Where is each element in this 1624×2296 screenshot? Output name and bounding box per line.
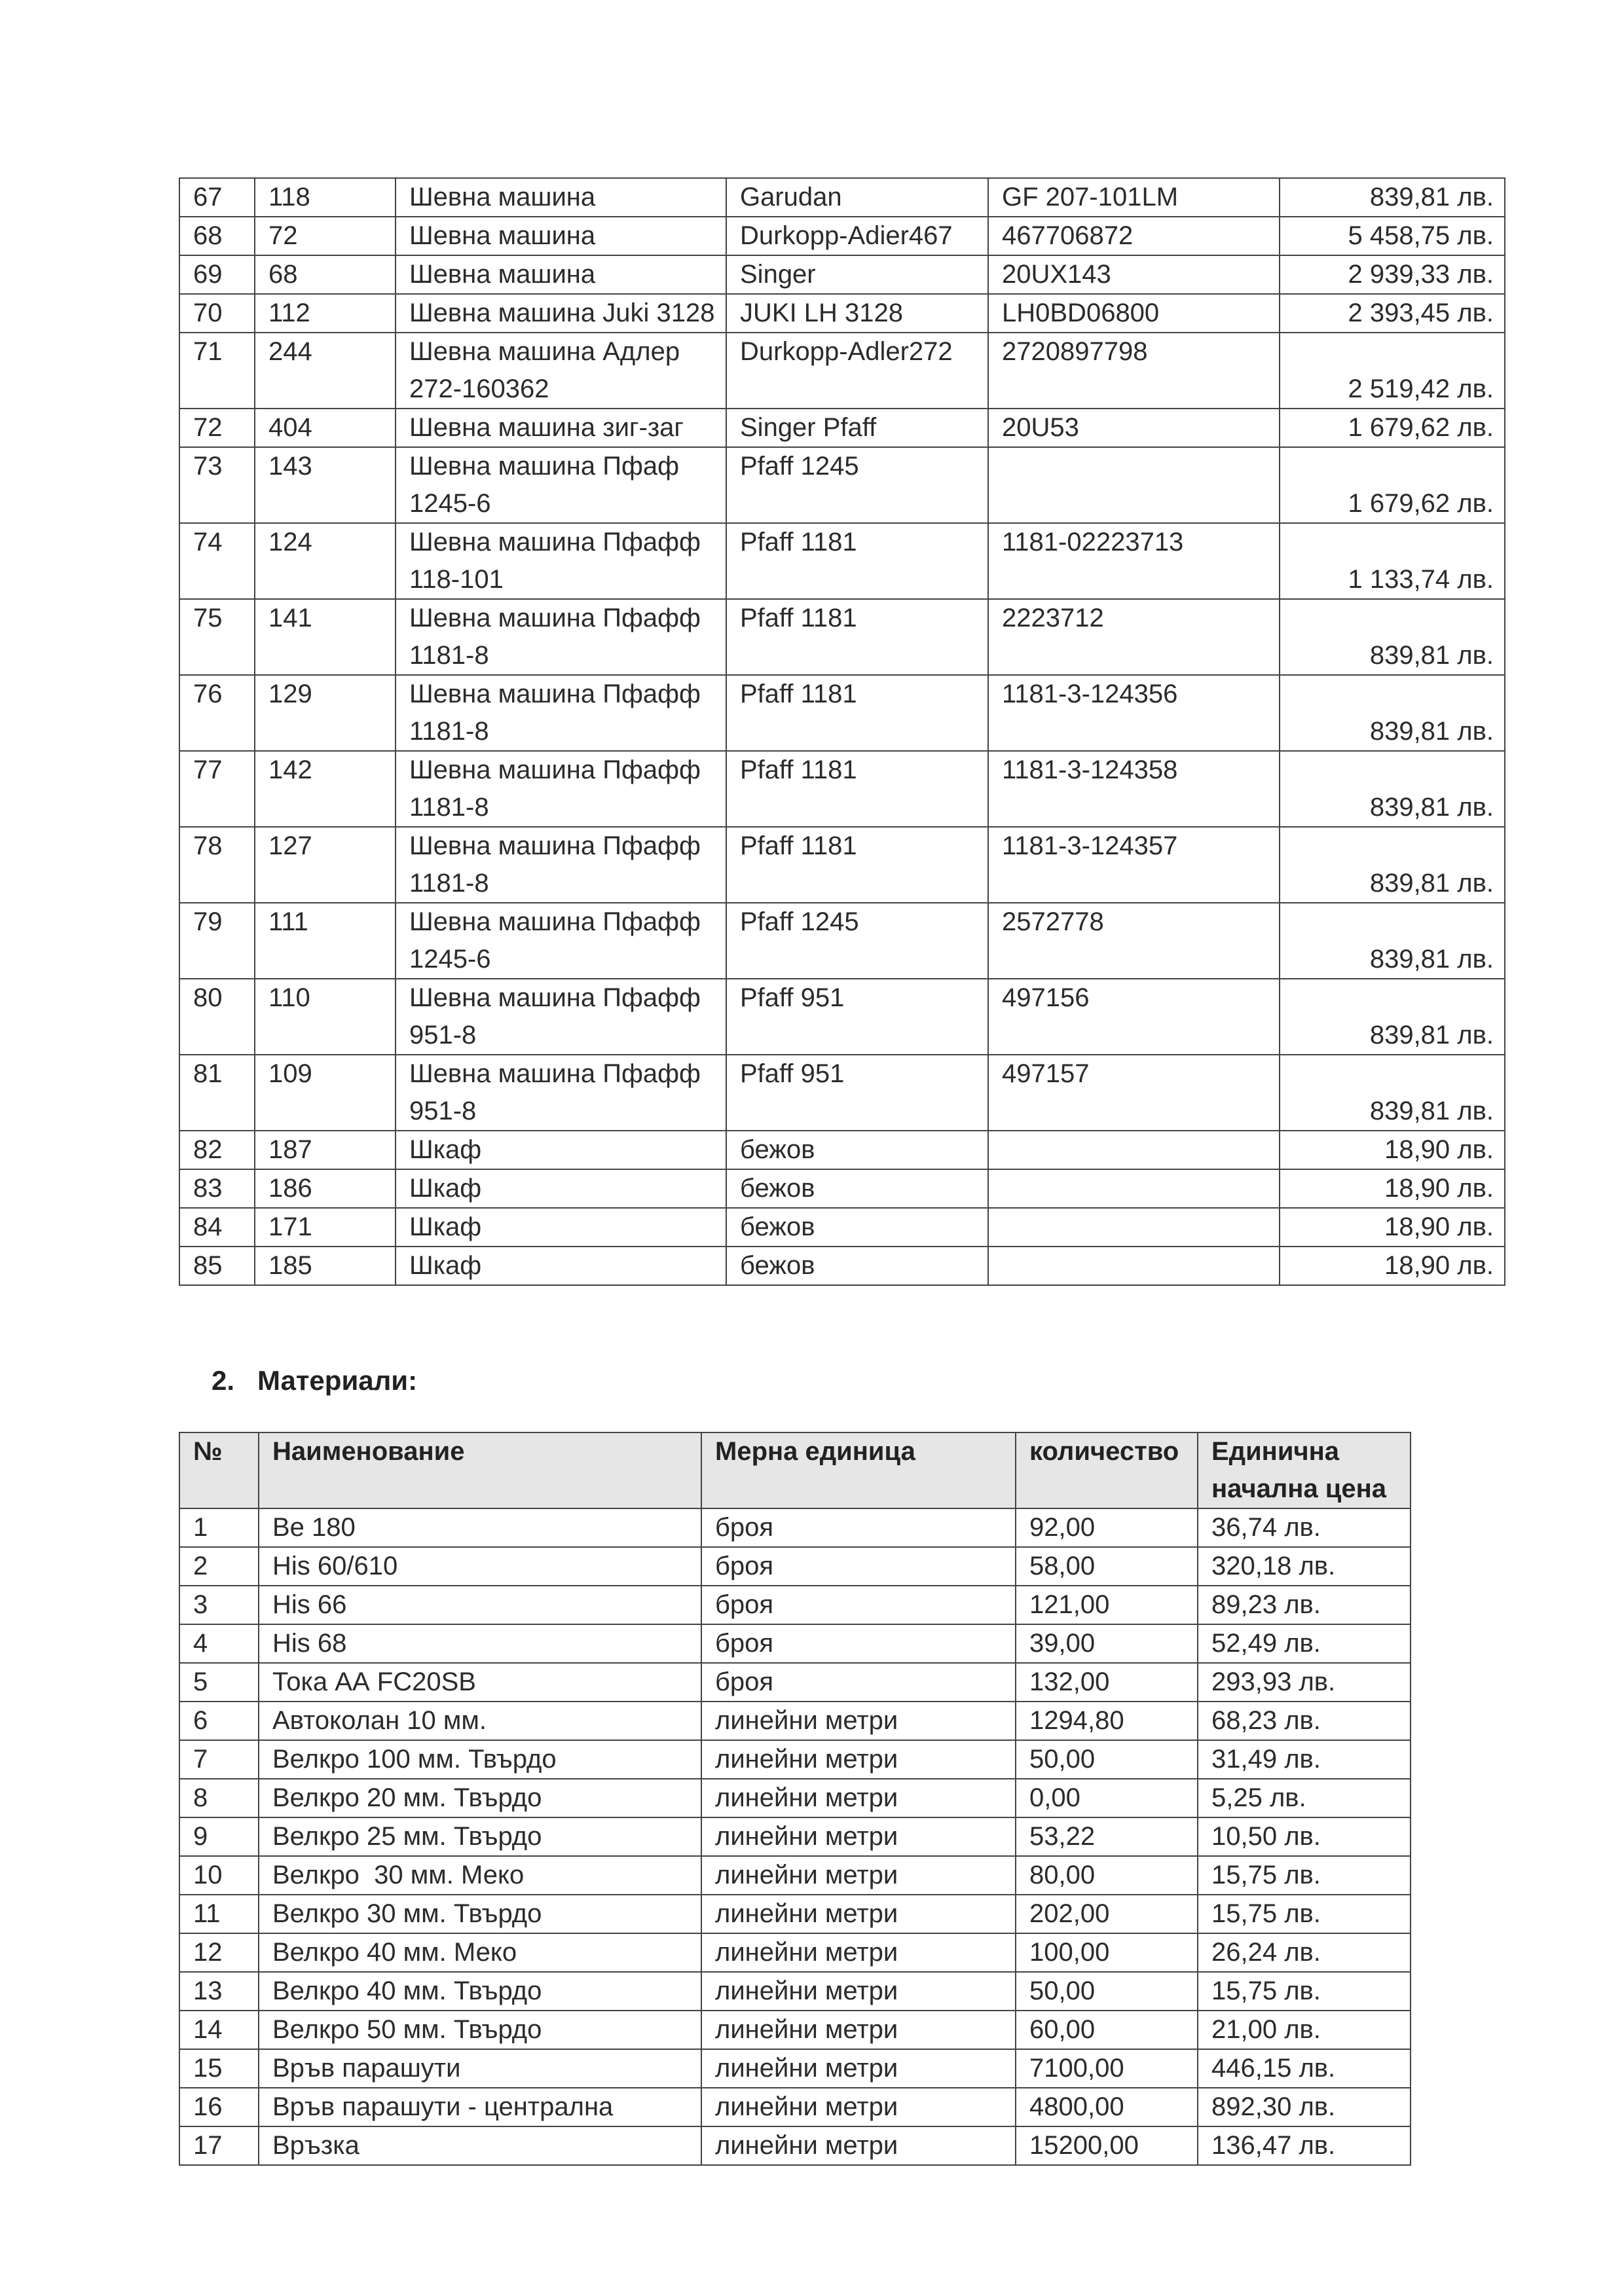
- item-price: 1 133,74 лв.: [1280, 523, 1505, 599]
- table-row: [179, 1779, 1411, 1817]
- material-name: Велкро 30 мм. Твърдо: [259, 1895, 701, 1933]
- item-price: 1 679,62 лв.: [1280, 447, 1505, 523]
- material-unit: линейни метри: [701, 2088, 1016, 2126]
- material-name: His 68: [259, 1624, 701, 1663]
- row-number: 84: [179, 1208, 255, 1247]
- item-serial: [988, 1208, 1280, 1247]
- column-header-quantity: количество: [1016, 1432, 1198, 1508]
- row-number: 7: [179, 1740, 259, 1779]
- item-price: 839,81 лв.: [1280, 751, 1505, 827]
- table-row: [179, 1972, 1411, 2011]
- item-name: Шевна машина Адлер 272-160362: [396, 333, 726, 409]
- item-brand: бежов: [726, 1247, 988, 1285]
- row-number: 15: [179, 2049, 259, 2088]
- inventory-number: 187: [255, 1131, 396, 1169]
- item-price: 839,81 лв.: [1280, 599, 1505, 675]
- item-serial: 20U53: [988, 409, 1280, 447]
- item-name: Шевна машина: [396, 217, 726, 255]
- material-unit-price: 89,23 лв.: [1198, 1586, 1411, 1624]
- item-price: 1 679,62 лв.: [1280, 409, 1505, 447]
- table-row: [179, 1624, 1411, 1663]
- item-serial: [988, 1247, 1280, 1285]
- item-serial: LH0BD06800: [988, 294, 1280, 333]
- material-unit: линейни метри: [701, 1856, 1016, 1895]
- material-quantity: 132,00: [1016, 1663, 1198, 1702]
- table-row: [179, 1508, 1411, 1547]
- row-number: 83: [179, 1169, 255, 1208]
- inventory-number: 171: [255, 1208, 396, 1247]
- item-name: Шкаф: [396, 1169, 726, 1208]
- material-unit: линейни метри: [701, 1933, 1016, 1972]
- material-quantity: 92,00: [1016, 1508, 1198, 1547]
- item-price: 2 939,33 лв.: [1280, 255, 1505, 294]
- row-number: 73: [179, 447, 255, 523]
- material-unit: броя: [701, 1663, 1016, 1702]
- table-row: [179, 2088, 1411, 2126]
- row-number: 8: [179, 1779, 259, 1817]
- item-name: Шевна машина: [396, 255, 726, 294]
- material-quantity: 4800,00: [1016, 2088, 1198, 2126]
- material-unit-price: 15,75 лв.: [1198, 1972, 1411, 2011]
- item-price: 839,81 лв.: [1280, 178, 1505, 217]
- material-unit-price: 892,30 лв.: [1198, 2088, 1411, 2126]
- row-number: 71: [179, 333, 255, 409]
- material-unit-price: 293,93 лв.: [1198, 1663, 1411, 1702]
- table-row: [179, 217, 1505, 255]
- row-number: 6: [179, 1702, 259, 1740]
- table-row: [179, 1208, 1505, 1247]
- item-brand: Pfaff 1245: [726, 903, 988, 979]
- table-row: [179, 751, 1505, 827]
- row-number: 13: [179, 1972, 259, 2011]
- table-row: [179, 523, 1505, 599]
- item-price: 2 519,42 лв.: [1280, 333, 1505, 409]
- material-unit-price: 5,25 лв.: [1198, 1779, 1411, 1817]
- table-row: [179, 903, 1505, 979]
- item-price: 5 458,75 лв.: [1280, 217, 1505, 255]
- inventory-number: 143: [255, 447, 396, 523]
- inventory-number: 118: [255, 178, 396, 217]
- table-row: [179, 827, 1505, 903]
- item-name: Шевна машина Пфафф 1181-8: [396, 827, 726, 903]
- row-number: 70: [179, 294, 255, 333]
- item-brand: бежов: [726, 1131, 988, 1169]
- item-price: 18,90 лв.: [1280, 1169, 1505, 1208]
- material-unit: линейни метри: [701, 1779, 1016, 1817]
- item-brand: бежов: [726, 1208, 988, 1247]
- material-unit: броя: [701, 1624, 1016, 1663]
- table-row: [179, 409, 1505, 447]
- material-name: Велкро 20 мм. Твърдо: [259, 1779, 701, 1817]
- material-name: Велкро 50 мм. Твърдо: [259, 2011, 701, 2049]
- material-unit-price: 31,49 лв.: [1198, 1740, 1411, 1779]
- item-brand: Pfaff 1245: [726, 447, 988, 523]
- material-unit-price: 10,50 лв.: [1198, 1817, 1411, 1856]
- item-serial: 497157: [988, 1055, 1280, 1131]
- material-unit: броя: [701, 1547, 1016, 1586]
- inventory-number: 112: [255, 294, 396, 333]
- item-serial: 1181-02223713: [988, 523, 1280, 599]
- item-serial: 1181-3-124358: [988, 751, 1280, 827]
- table-row: [179, 447, 1505, 523]
- item-brand: Pfaff 951: [726, 979, 988, 1055]
- assets-table: [179, 177, 1505, 1286]
- item-serial: 497156: [988, 979, 1280, 1055]
- material-unit-price: 15,75 лв.: [1198, 1856, 1411, 1895]
- row-number: 75: [179, 599, 255, 675]
- item-serial: 20UX143: [988, 255, 1280, 294]
- item-name: Шевна машина Пфафф 1181-8: [396, 675, 726, 751]
- material-unit: линейни метри: [701, 1895, 1016, 1933]
- item-serial: 467706872: [988, 217, 1280, 255]
- material-quantity: 0,00: [1016, 1779, 1198, 1817]
- row-number: 85: [179, 1247, 255, 1285]
- material-name: Велкро 100 мм. Твърдо: [259, 1740, 701, 1779]
- item-serial: 2720897798: [988, 333, 1280, 409]
- row-number: 1: [179, 1508, 259, 1547]
- item-brand: Garudan: [726, 178, 988, 217]
- table-row: [179, 294, 1505, 333]
- item-serial: [988, 1131, 1280, 1169]
- item-serial: 1181-3-124357: [988, 827, 1280, 903]
- row-number: 12: [179, 1933, 259, 1972]
- material-unit: броя: [701, 1508, 1016, 1547]
- item-name: Шевна машина Пфаф 1245-6: [396, 447, 726, 523]
- material-name: Велкро 40 мм. Меко: [259, 1933, 701, 1972]
- material-name: Връв парашути - централна: [259, 2088, 701, 2126]
- row-number: 5: [179, 1663, 259, 1702]
- material-quantity: 121,00: [1016, 1586, 1198, 1624]
- item-serial: [988, 447, 1280, 523]
- table-row: [179, 2049, 1411, 2088]
- item-price: 18,90 лв.: [1280, 1247, 1505, 1285]
- row-number: 2: [179, 1547, 259, 1586]
- column-header-unit-price: Единична начална цена: [1198, 1432, 1411, 1508]
- material-name: Be 180: [259, 1508, 701, 1547]
- row-number: 76: [179, 675, 255, 751]
- material-unit-price: 52,49 лв.: [1198, 1624, 1411, 1663]
- table-row: [179, 1817, 1411, 1856]
- table-row: [179, 1547, 1411, 1586]
- item-name: Шевна машина Пфафф 118-101: [396, 523, 726, 599]
- material-unit-price: 68,23 лв.: [1198, 1702, 1411, 1740]
- item-price: 18,90 лв.: [1280, 1131, 1505, 1169]
- material-name: Връв парашути: [259, 2049, 701, 2088]
- table-row: [179, 1055, 1505, 1131]
- item-brand: JUKI LH 3128: [726, 294, 988, 333]
- table-row: [179, 1663, 1411, 1702]
- item-name: Шевна машина Пфафф 1181-8: [396, 751, 726, 827]
- item-name: Шевна машина зиг-заг: [396, 409, 726, 447]
- inventory-number: 109: [255, 1055, 396, 1131]
- inventory-number: 186: [255, 1169, 396, 1208]
- table-row: [179, 1131, 1505, 1169]
- item-name: Шевна машина Пфафф 951-8: [396, 1055, 726, 1131]
- inventory-number: 72: [255, 217, 396, 255]
- item-price: 839,81 лв.: [1280, 827, 1505, 903]
- inventory-number: 185: [255, 1247, 396, 1285]
- material-quantity: 100,00: [1016, 1933, 1198, 1972]
- column-header-name: Наименование: [259, 1432, 701, 1508]
- table-row: [179, 1740, 1411, 1779]
- row-number: 81: [179, 1055, 255, 1131]
- item-brand: Pfaff 1181: [726, 599, 988, 675]
- item-brand: Pfaff 951: [726, 1055, 988, 1131]
- table-row: [179, 2011, 1411, 2049]
- row-number: 67: [179, 178, 255, 217]
- inventory-number: 110: [255, 979, 396, 1055]
- material-quantity: 202,00: [1016, 1895, 1198, 1933]
- material-unit: линейни метри: [701, 2126, 1016, 2165]
- material-unit-price: 136,47 лв.: [1198, 2126, 1411, 2165]
- item-price: 2 393,45 лв.: [1280, 294, 1505, 333]
- table-row: [179, 178, 1505, 217]
- material-quantity: 58,00: [1016, 1547, 1198, 1586]
- table-row: [179, 1247, 1505, 1285]
- item-brand: Durkopp-Adier467: [726, 217, 988, 255]
- item-brand: Durkopp-Adler272: [726, 333, 988, 409]
- item-brand: Singer Pfaff: [726, 409, 988, 447]
- item-brand: Pfaff 1181: [726, 675, 988, 751]
- material-unit-price: 21,00 лв.: [1198, 2011, 1411, 2049]
- material-unit: линейни метри: [701, 1817, 1016, 1856]
- table-row: [179, 1169, 1505, 1208]
- item-brand: Singer: [726, 255, 988, 294]
- inventory-number: 141: [255, 599, 396, 675]
- material-quantity: 60,00: [1016, 2011, 1198, 2049]
- row-number: 77: [179, 751, 255, 827]
- table-row: [179, 1856, 1411, 1895]
- material-name: His 66: [259, 1586, 701, 1624]
- section-number: 2.: [212, 1365, 235, 1396]
- material-name: Автоколан 10 мм.: [259, 1702, 701, 1740]
- row-number: 11: [179, 1895, 259, 1933]
- item-name: Шевна машина: [396, 178, 726, 217]
- inventory-number: 244: [255, 333, 396, 409]
- table-header-row: [179, 1432, 1411, 1508]
- row-number: 14: [179, 2011, 259, 2049]
- item-name: Шевна машина Пфафф 1181-8: [396, 599, 726, 675]
- row-number: 17: [179, 2126, 259, 2165]
- item-price: 839,81 лв.: [1280, 903, 1505, 979]
- table-row: [179, 2126, 1411, 2165]
- item-price: 18,90 лв.: [1280, 1208, 1505, 1247]
- item-price: 839,81 лв.: [1280, 979, 1505, 1055]
- item-name: Шевна машина Пфафф 1245-6: [396, 903, 726, 979]
- material-unit: линейни метри: [701, 2011, 1016, 2049]
- material-unit: линейни метри: [701, 1740, 1016, 1779]
- material-name: Велкро 25 мм. Твърдо: [259, 1817, 701, 1856]
- row-number: 3: [179, 1586, 259, 1624]
- item-name: Шевна машина Juki 3128: [396, 294, 726, 333]
- table-row: [179, 979, 1505, 1055]
- row-number: 79: [179, 903, 255, 979]
- material-unit-price: 15,75 лв.: [1198, 1895, 1411, 1933]
- assets-table-body: [179, 178, 1505, 1285]
- material-unit: линейни метри: [701, 2049, 1016, 2088]
- material-quantity: 53,22: [1016, 1817, 1198, 1856]
- material-unit: броя: [701, 1586, 1016, 1624]
- row-number: 69: [179, 255, 255, 294]
- item-serial: [988, 1169, 1280, 1208]
- item-serial: 2223712: [988, 599, 1280, 675]
- material-unit-price: 36,74 лв.: [1198, 1508, 1411, 1547]
- table-row: [179, 1895, 1411, 1933]
- row-number: 74: [179, 523, 255, 599]
- table-row: [179, 255, 1505, 294]
- material-unit-price: 320,18 лв.: [1198, 1547, 1411, 1586]
- item-brand: Pfaff 1181: [726, 827, 988, 903]
- material-quantity: 7100,00: [1016, 2049, 1198, 2088]
- table-row: [179, 599, 1505, 675]
- column-header-number: №: [179, 1432, 259, 1508]
- row-number: 78: [179, 827, 255, 903]
- inventory-number: 129: [255, 675, 396, 751]
- inventory-number: 68: [255, 255, 396, 294]
- material-name: His 60/610: [259, 1547, 701, 1586]
- material-unit-price: 26,24 лв.: [1198, 1933, 1411, 1972]
- item-name: Шкаф: [396, 1131, 726, 1169]
- material-name: Тока АА FC20SB: [259, 1663, 701, 1702]
- material-unit: линейни метри: [701, 1972, 1016, 2011]
- material-name: Велкро 30 мм. Меко: [259, 1856, 701, 1895]
- material-name: Връзка: [259, 2126, 701, 2165]
- item-name: Шкаф: [396, 1208, 726, 1247]
- row-number: 10: [179, 1856, 259, 1895]
- item-serial: GF 207-101LM: [988, 178, 1280, 217]
- item-serial: 2572778: [988, 903, 1280, 979]
- table-row: [179, 333, 1505, 409]
- table-row: [179, 675, 1505, 751]
- item-name: Шевна машина Пфафф 951-8: [396, 979, 726, 1055]
- inventory-number: 111: [255, 903, 396, 979]
- inventory-number: 124: [255, 523, 396, 599]
- item-price: 839,81 лв.: [1280, 1055, 1505, 1131]
- material-quantity: 1294,80: [1016, 1702, 1198, 1740]
- item-name: Шкаф: [396, 1247, 726, 1285]
- row-number: 9: [179, 1817, 259, 1856]
- material-unit: линейни метри: [701, 1702, 1016, 1740]
- inventory-number: 404: [255, 409, 396, 447]
- materials-table: [179, 1432, 1411, 2166]
- item-brand: Pfaff 1181: [726, 751, 988, 827]
- material-unit-price: 446,15 лв.: [1198, 2049, 1411, 2088]
- material-name: Велкро 40 мм. Твърдо: [259, 1972, 701, 2011]
- item-serial: 1181-3-124356: [988, 675, 1280, 751]
- inventory-number: 127: [255, 827, 396, 903]
- row-number: 68: [179, 217, 255, 255]
- material-quantity: 80,00: [1016, 1856, 1198, 1895]
- item-brand: Pfaff 1181: [726, 523, 988, 599]
- table-row: [179, 1586, 1411, 1624]
- row-number: 72: [179, 409, 255, 447]
- item-brand: бежов: [726, 1169, 988, 1208]
- material-quantity: 15200,00: [1016, 2126, 1198, 2165]
- row-number: 82: [179, 1131, 255, 1169]
- section-title: Материали:: [257, 1365, 418, 1396]
- row-number: 4: [179, 1624, 259, 1663]
- material-quantity: 50,00: [1016, 1972, 1198, 2011]
- section-heading: [212, 1365, 417, 1396]
- item-price: 839,81 лв.: [1280, 675, 1505, 751]
- table-row: [179, 1933, 1411, 1972]
- table-row: [179, 1702, 1411, 1740]
- material-quantity: 39,00: [1016, 1624, 1198, 1663]
- material-quantity: 50,00: [1016, 1740, 1198, 1779]
- row-number: 16: [179, 2088, 259, 2126]
- row-number: 80: [179, 979, 255, 1055]
- column-header-unit: Мерна единица: [701, 1432, 1016, 1508]
- inventory-number: 142: [255, 751, 396, 827]
